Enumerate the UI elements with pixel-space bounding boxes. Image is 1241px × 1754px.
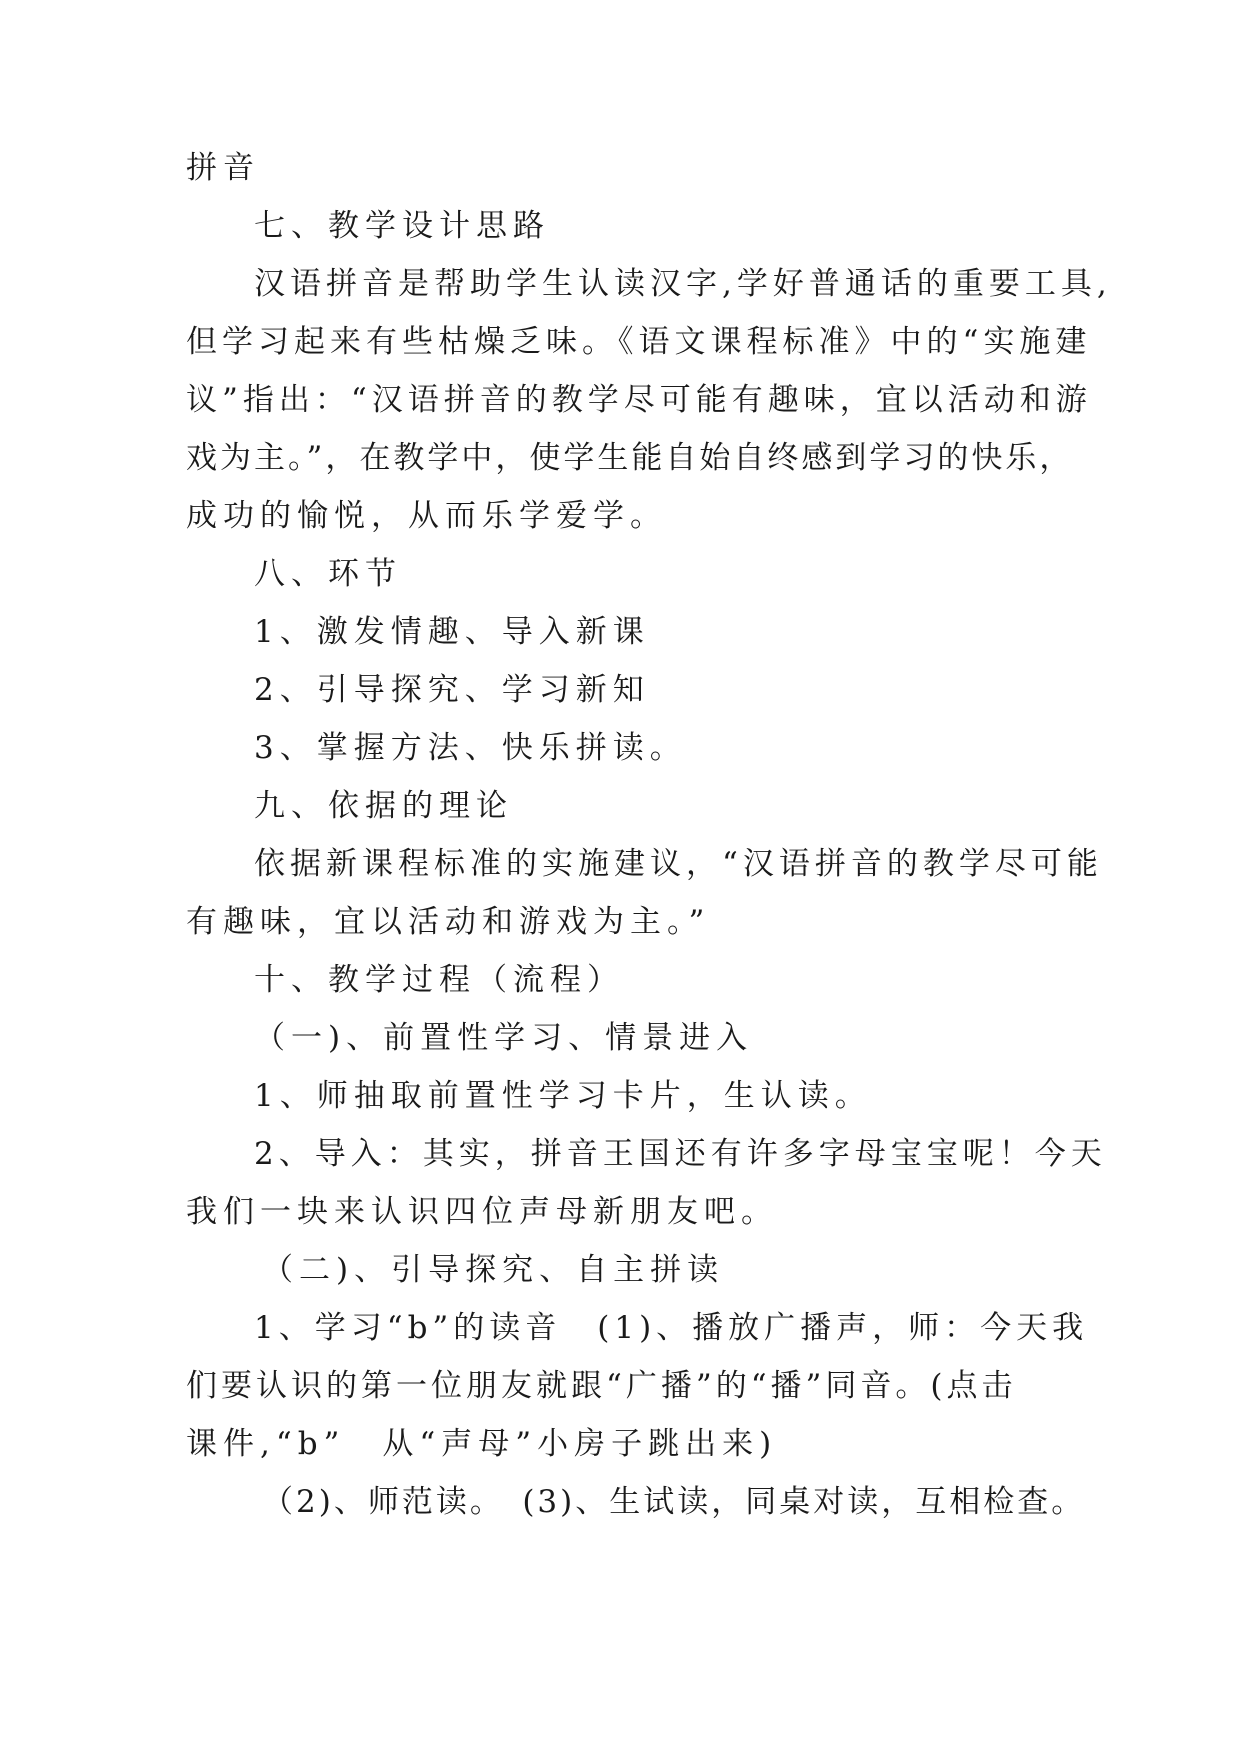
text-line: 议”指出：“汉语拼音的教学尽可能有趣味，宜以活动和游 xyxy=(186,382,1092,418)
section-heading: 七、教学设计思路 xyxy=(254,208,550,244)
text-line: 课件,“b” 从“声母”小房子跳出来) xyxy=(186,1426,778,1462)
section-heading: 九、依据的理论 xyxy=(254,788,513,824)
text-line: 们要认识的第一位朋友就跟“广播”的“播”同音。(点击 xyxy=(186,1368,1017,1404)
text-line: 拼音 xyxy=(186,150,260,186)
subsection-heading: （二)、引导探究、自主拼读 xyxy=(262,1252,725,1288)
text-line: 但学习起来有些枯燥乏味。《语文课程标准》中的“实施建 xyxy=(186,324,1092,360)
list-item: 1、师抽取前置性学习卡片，生认读。 xyxy=(254,1078,872,1114)
text-line: 我们一块来认识四位声母新朋友吧。 xyxy=(186,1194,778,1230)
subsection-heading: （一)、前置性学习、情景进入 xyxy=(254,1020,754,1056)
list-item: 2、引导探究、学习新知 xyxy=(254,672,650,708)
list-item: 1、激发情趣、导入新课 xyxy=(254,614,650,650)
text-line: 戏为主。”，在教学中，使学生能自始自终感到学习的快乐， xyxy=(186,440,1074,476)
section-heading: 八、环节 xyxy=(254,556,402,592)
list-item: 3、掌握方法、快乐拼读。 xyxy=(254,730,687,766)
section-heading: 十、教学过程（流程） xyxy=(254,962,624,998)
text-line: （2)、师范读。 (3)、生试读，同桌对读，互相检查。 xyxy=(262,1484,1086,1520)
text-line: 成功的愉悦，从而乐学爱学。 xyxy=(186,498,667,534)
list-item: 2、导入：其实，拼音王国还有许多字母宝宝呢！今天 xyxy=(254,1136,1107,1172)
list-item: 1、学习“b”的读音 (1)、播放广播声，师：今天我 xyxy=(254,1310,1089,1346)
text-line: 依据新课程标准的实施建议，“汉语拼音的教学尽可能 xyxy=(254,846,1103,882)
text-line: 汉语拼音是帮助学生认读汉字,学好普通话的重要工具, xyxy=(254,266,1112,302)
text-line: 有趣味，宜以活动和游戏为主。” xyxy=(186,904,711,940)
